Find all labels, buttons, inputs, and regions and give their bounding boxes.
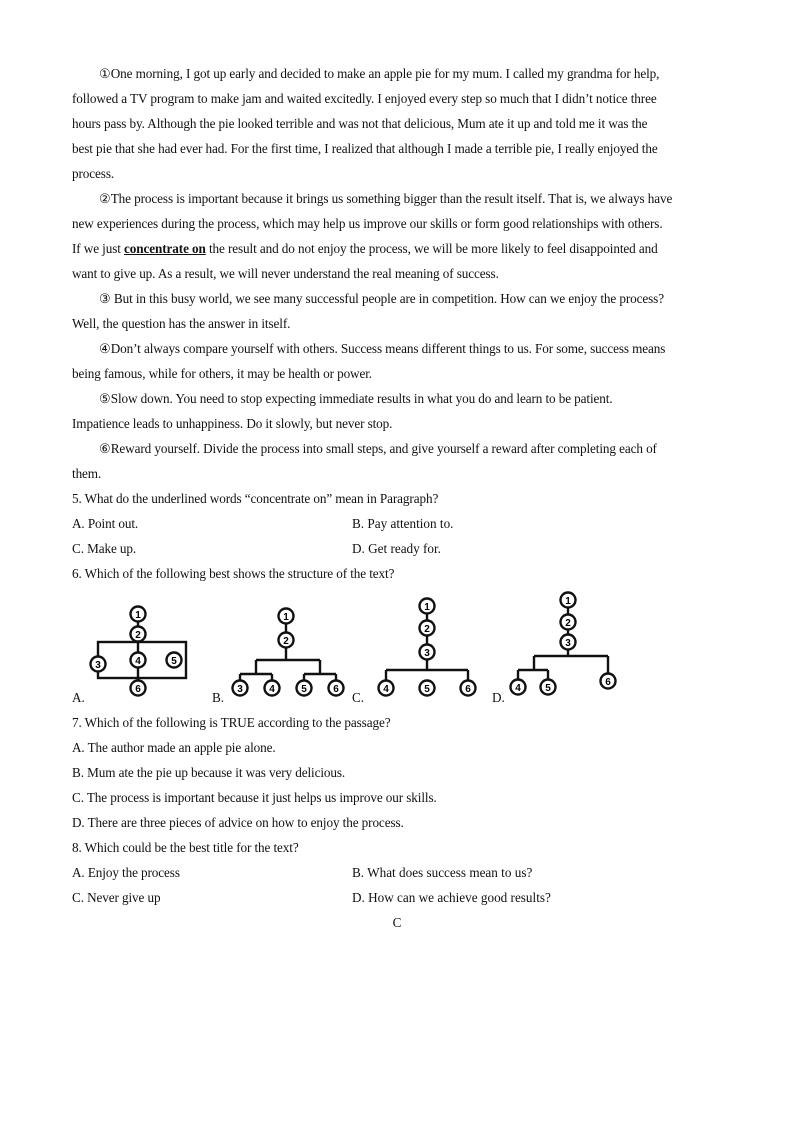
paragraph-2-line-3-start: If we just (72, 241, 125, 256)
question-7-option-a: A. The author made an apple pie alone. (72, 740, 276, 755)
svg-text:2: 2 (283, 636, 289, 647)
paragraph-1-line-2: followed a TV program to make jam and waited excitedly. I enjoyed every step so much that I didn’t notice three (72, 91, 657, 106)
paragraph-2-line-4: want to give up. As a result, we will never understand the real meaning of success. (72, 266, 499, 281)
svg-text:5: 5 (301, 684, 307, 695)
paragraph-2-line-1: ②The process is important because it brings us something bigger than the result itself. That is, we always have (99, 191, 673, 206)
node-5 (420, 681, 435, 696)
node-4 (511, 680, 526, 695)
paragraph-5-line-1: ⑤Slow down. You need to stop expecting immediate results in what you do and learn to be patient. (99, 391, 613, 406)
svg-text:1: 1 (283, 612, 289, 623)
paragraph-4-line-1: ④Don’t always compare yourself with others. Success means different things to us. For some, success means (99, 341, 666, 356)
question-8-option-d: D. How can we achieve good results? (352, 890, 551, 905)
svg-text:5: 5 (424, 684, 430, 695)
svg-text:5: 5 (545, 683, 551, 694)
question-5-option-b: B. Pay attention to. (352, 516, 454, 531)
node-2 (279, 633, 294, 648)
svg-text:2: 2 (424, 624, 430, 635)
question-7-option-b: B. Mum ate the pie up because it was very delicious. (72, 765, 346, 780)
question-5-option-a: A. Point out. (72, 516, 139, 531)
node-5 (167, 653, 182, 668)
paragraph-1-line-1: ①One morning, I got up early and decided to make an apple pie for my mum. I called my grandma for help, (99, 66, 660, 81)
question-8-option-c: C. Never give up (72, 890, 161, 905)
svg-text:6: 6 (465, 684, 471, 695)
question-6-option-c: C. (352, 690, 365, 705)
svg-text:5: 5 (171, 656, 177, 667)
node-3 (561, 635, 576, 650)
structure-diagram-b (228, 602, 353, 702)
paragraph-3-line-1: ③ But in this busy world, we see many successful people are in competition. How can we enjoy the process? (99, 291, 664, 306)
paragraph-6-line-2: them. (72, 466, 102, 481)
svg-text:1: 1 (565, 596, 571, 607)
node-6 (131, 681, 146, 696)
question-5-option-d: D. Get ready for. (352, 541, 441, 556)
question-7-option-d: D. There are three pieces of advice on how to enjoy the process. (72, 815, 404, 830)
paragraph-3-line-2: Well, the question has the answer in itself. (72, 316, 291, 331)
underlined-phrase: concentrate on (124, 241, 206, 256)
question-6-option-d: D. (492, 690, 505, 705)
paragraph-4-line-2: being famous, while for others, it may be health or power. (72, 366, 372, 381)
question-7-stem: 7. Which of the following is TRUE according to the passage? (72, 715, 391, 730)
svg-text:1: 1 (424, 602, 430, 613)
svg-text:6: 6 (605, 677, 611, 688)
node-2 (131, 627, 146, 642)
node-1 (279, 609, 294, 624)
paragraph-6-line-1: ⑥Reward yourself. Divide the process into small steps, and give yourself a reward after completing each of (99, 441, 657, 456)
node-4 (379, 681, 394, 696)
node-1 (420, 599, 435, 614)
question-8-option-a: A. Enjoy the process (72, 865, 180, 880)
svg-text:4: 4 (383, 684, 389, 695)
question-6-option-b: B. (212, 690, 225, 705)
node-2 (561, 615, 576, 630)
svg-text:2: 2 (135, 630, 141, 641)
svg-text:2: 2 (565, 618, 571, 629)
svg-text:3: 3 (237, 684, 243, 695)
paragraph-5-line-2: Impatience leads to unhappiness. Do it slowly, but never stop. (72, 416, 393, 431)
svg-text:3: 3 (95, 660, 101, 671)
question-8-option-b: B. What does success mean to us? (352, 865, 533, 880)
question-8-stem: 8. Which could be the best title for the text? (72, 840, 299, 855)
svg-text:6: 6 (333, 684, 339, 695)
svg-text:4: 4 (269, 684, 275, 695)
page-footer-marker: C (392, 915, 402, 930)
question-5-option-c: C. Make up. (72, 541, 137, 556)
question-6-stem: 6. Which of the following best shows the structure of the text? (72, 566, 395, 581)
node-1 (131, 607, 146, 622)
svg-text:6: 6 (135, 684, 141, 695)
node-6 (461, 681, 476, 696)
node-5 (297, 681, 312, 696)
svg-text:3: 3 (424, 648, 430, 659)
node-6 (601, 674, 616, 689)
svg-text:4: 4 (135, 656, 141, 667)
paragraph-1-line-3: hours pass by. Although the pie looked terrible and was not that delicious, Mum ate it up and told me it was the (72, 116, 648, 131)
svg-text:3: 3 (565, 638, 571, 649)
svg-text:1: 1 (135, 610, 141, 621)
node-4 (131, 653, 146, 668)
structure-diagram-a (86, 602, 196, 707)
paragraph-1-line-4: best pie that she had ever had. For the first time, I realized that although I made a terrible pie, I really enjoyed the (72, 141, 658, 156)
structure-diagram-d (504, 590, 629, 700)
node-3 (233, 681, 248, 696)
node-5 (541, 680, 556, 695)
node-3 (420, 645, 435, 660)
paragraph-2-line-3 (72, 236, 732, 261)
node-4 (265, 681, 280, 696)
node-1 (561, 593, 576, 608)
node-6 (329, 681, 344, 696)
paragraph-1-line-5: process. (72, 166, 115, 181)
svg-text:4: 4 (515, 683, 521, 694)
question-5-stem: 5. What do the underlined words “concentrate on” mean in Paragraph? (72, 491, 439, 506)
question-6-option-a: A. (72, 690, 85, 705)
paragraph-2-line-3-end: the result and do not enjoy the process, we will be more likely to feel disappointed and (205, 241, 658, 256)
question-7-option-c: C. The process is important because it just helps us improve our skills. (72, 790, 437, 805)
node-2 (420, 621, 435, 636)
paragraph-2-line-2: new experiences during the process, which may help us improve our skills or form good relationships with others. (72, 216, 663, 231)
structure-diagram-c (372, 596, 482, 701)
node-3 (91, 657, 106, 672)
